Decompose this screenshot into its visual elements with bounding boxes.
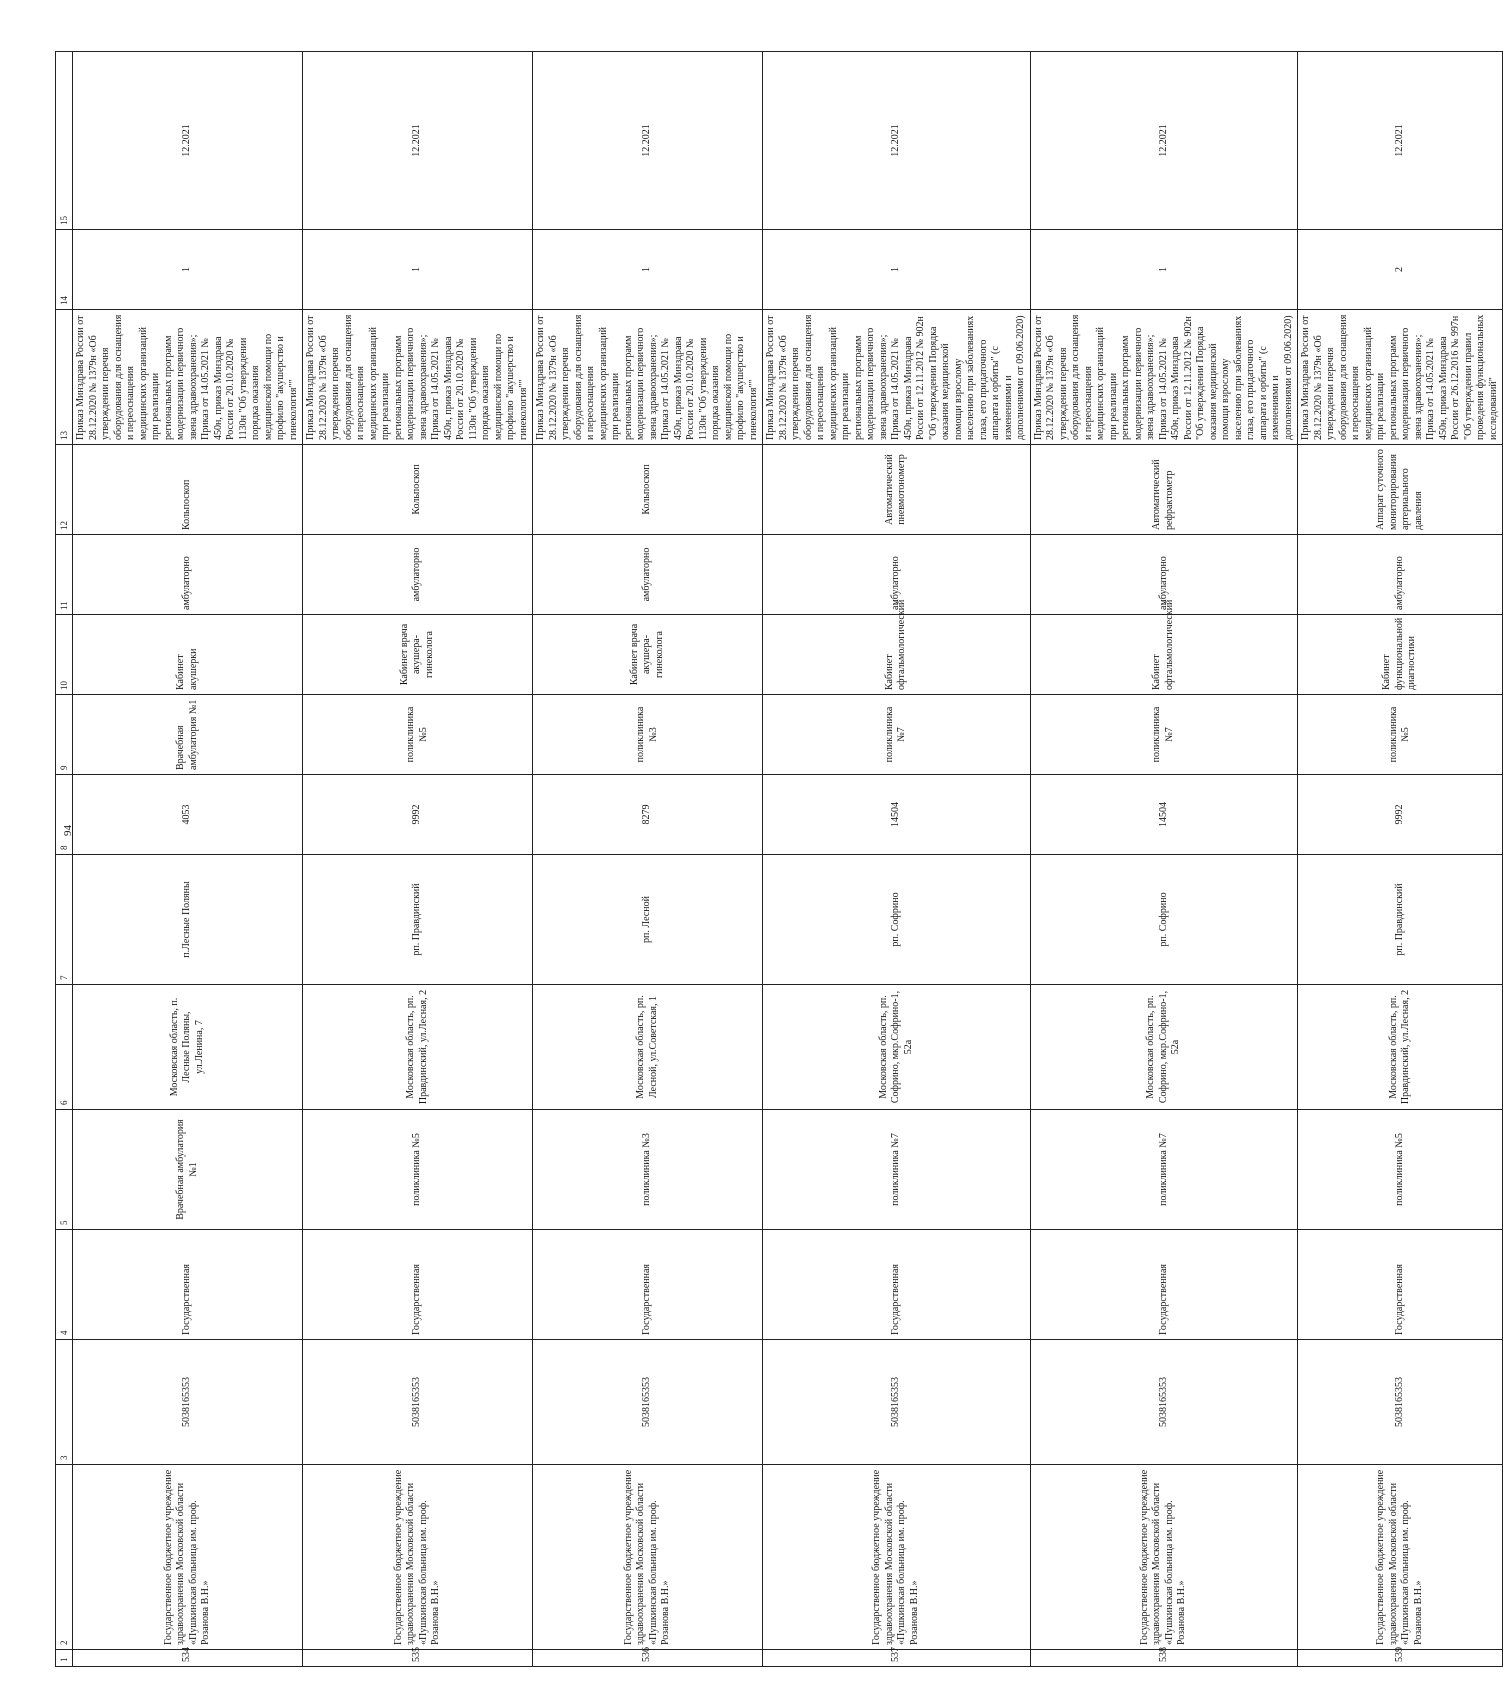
population-code: 14504 [763, 775, 1031, 855]
col-number-7: 7 [56, 855, 73, 985]
organization-name: Государственное бюджетное учреждение здравоохранения Московской области «Пушкинская больница им. проф. Розанова В.Н.» [73, 1465, 303, 1650]
locality: рп. Лесной [533, 855, 763, 985]
population-code: 8279 [533, 775, 763, 855]
col-number-3: 3 [56, 1340, 73, 1465]
care-mode: амбулаторно [763, 535, 1031, 615]
locality: рп. Правдинский [1298, 855, 1503, 985]
delivery-date: 12.2021 [1298, 52, 1503, 230]
table-row [1298, 52, 1503, 1667]
unit-name: поликлиника №5 [1298, 1110, 1503, 1230]
cabinet-name: Кабинет акушерки [73, 615, 303, 695]
quantity: 1 [533, 230, 763, 310]
unit-name: поликлиника №5 [303, 1110, 533, 1230]
quantity: 1 [73, 230, 303, 310]
col-number-8: 8 [56, 775, 73, 855]
organization-name: Государственное бюджетное учреждение здравоохранения Московской области «Пушкинская больница им. проф. Розанова В.Н.» [533, 1465, 763, 1650]
inn: 5038165353 [1030, 1340, 1298, 1465]
subunit-name: поликлиника №3 [533, 695, 763, 775]
row-number: 535 [303, 1650, 533, 1667]
equipment-name: Аппарат суточного мониторирования артериального давления [1298, 445, 1503, 535]
organization-name: Государственное бюджетное учреждение здравоохранения Московской области «Пушкинская больница им. проф. Розанова В.Н.» [1030, 1465, 1298, 1650]
col-number-12: 12 [56, 445, 73, 535]
regulatory-order: Приказ Минздрава России от 28.12.2020 № 1379н «Об утверждении перечня оборудования для оснащения и переоснащения медицинских организаций при реализации региональных программ модернизации первичного звена здравоохранения»; Приказ от 14.05.2021 № 450н, приказ Минздрава России от 20.10.2020 № 1130н "Об утверждении порядка оказания медицинской помощи по профилю "акушерство и гинекология"" [303, 310, 533, 445]
locality: рп. Софрино [763, 855, 1031, 985]
col-number-14: 14 [56, 230, 73, 310]
quantity: 1 [303, 230, 533, 310]
care-mode: амбулаторно [1030, 535, 1298, 615]
table-row [763, 52, 1031, 1667]
col-number-4: 4 [56, 1230, 73, 1340]
col-number-9: 9 [56, 695, 73, 775]
col-number-11: 11 [56, 535, 73, 615]
inn: 5038165353 [1298, 1340, 1503, 1465]
inn: 5038165353 [533, 1340, 763, 1465]
inn: 5038165353 [303, 1340, 533, 1465]
population-code: 14504 [1030, 775, 1298, 855]
equipment-name: Кольпоскоп [303, 445, 533, 535]
subunit-name: Врачебная амбулатория №1 [73, 695, 303, 775]
regulatory-order: Приказ Минздрава России от 28.12.2020 № 1379н «Об утверждении перечня оборудования для оснащения и переоснащения медицинских организаций при реализации региональных программ модернизации первичного звена здравоохранения»; Приказ от 14.05.2021 № 450н, приказ Минздрава России от 12.11.2012 № 902н "Об утверждении Порядка оказания медицинской помощи взрослому населению при заболеваниях глаза, его придаточного аппарата и орбиты" (с изменениями и дополнениями от 09.06.2020) [763, 310, 1031, 445]
cabinet-name: Кабинет врача акушера-гинеколога [303, 615, 533, 695]
col-number-1: 1 [56, 1650, 73, 1667]
equipment-name: Автоматический пневмотонометр [763, 445, 1031, 535]
col-number-10: 10 [56, 615, 73, 695]
care-mode: амбулаторно [303, 535, 533, 615]
population-code: 9992 [1298, 775, 1503, 855]
row-number: 537 [763, 1650, 1031, 1667]
row-number: 539 [1298, 1650, 1503, 1667]
organization-name: Государственное бюджетное учреждение здравоохранения Московской области «Пушкинская больница им. проф. Розанова В.Н.» [1298, 1465, 1503, 1650]
delivery-date: 12.2021 [763, 52, 1031, 230]
equipment-name: Кольпоскоп [533, 445, 763, 535]
subunit-name: поликлиника №7 [763, 695, 1031, 775]
care-mode: амбулаторно [73, 535, 303, 615]
ownership-form: Государственная [763, 1230, 1031, 1340]
cabinet-name: Кабинет врача акушера-гинеколога [533, 615, 763, 695]
unit-name: Врачебная амбулатория №1 [73, 1110, 303, 1230]
table-row [533, 52, 763, 1667]
organization-name: Государственное бюджетное учреждение здравоохранения Московской области «Пушкинская больница им. проф. Розанова В.Н.» [303, 1465, 533, 1650]
unit-name: поликлиника №3 [533, 1110, 763, 1230]
care-mode: амбулаторно [1298, 535, 1503, 615]
equipment-table [55, 51, 1503, 1667]
col-number-5: 5 [56, 1110, 73, 1230]
subunit-name: поликлиника №5 [303, 695, 533, 775]
column-number-row [56, 52, 73, 1667]
col-number-2: 2 [56, 1465, 73, 1650]
inn: 5038165353 [763, 1340, 1031, 1465]
unit-address: Московская область, рп. Софрино, мкр.Софрино-1, 52а [763, 985, 1031, 1110]
rotated-table-container [55, 52, 1499, 1667]
population-code: 9992 [303, 775, 533, 855]
quantity: 1 [763, 230, 1031, 310]
unit-address: Московская область, рп. Правдинский, ул.Лесная, 2 [303, 985, 533, 1110]
col-number-6: 6 [56, 985, 73, 1110]
equipment-name: Кольпоскоп [73, 445, 303, 535]
col-number-15: 15 [56, 52, 73, 230]
unit-name: поликлиника №7 [1030, 1110, 1298, 1230]
locality: рп. Софрино [1030, 855, 1298, 985]
ownership-form: Государственная [73, 1230, 303, 1340]
ownership-form: Государственная [303, 1230, 533, 1340]
unit-address: Московская область, п. Лесные Поляны, ул.Ленина, 7 [73, 985, 303, 1110]
delivery-date: 12.2021 [73, 52, 303, 230]
equipment-name: Автоматический рефрактометр [1030, 445, 1298, 535]
subunit-name: поликлиника №7 [1030, 695, 1298, 775]
care-mode: амбулаторно [533, 535, 763, 615]
organization-name: Государственное бюджетное учреждение здравоохранения Московской области «Пушкинская больница им. проф. Розанова В.Н.» [763, 1465, 1031, 1650]
regulatory-order: Приказ Минздрава России от 28.12.2020 № 1379н «Об утверждении перечня оборудования для оснащения и переоснащения медицинских организаций при реализации региональных программ модернизации первичного звена здравоохранения»; Приказ от 14.05.2021 № 450н, приказ Минздрава России от 12.11.2012 № 902н "Об утверждении Порядка оказания медицинской помощи взрослому населению при заболеваниях глаза, его придаточного аппарата и орбиты" (с изменениями и дополнениями от 09.06.2020) [1030, 310, 1298, 445]
row-number: 534 [73, 1650, 303, 1667]
locality: рп. Правдинский [303, 855, 533, 985]
cabinet-name: Кабинет офтальмологический [763, 615, 1031, 695]
delivery-date: 12.2021 [533, 52, 763, 230]
col-number-13: 13 [56, 310, 73, 445]
row-number: 536 [533, 1650, 763, 1667]
table-row [303, 52, 533, 1667]
page-number: 94 [62, 825, 74, 836]
regulatory-order: Приказ Минздрава России от 28.12.2020 № 1379н «Об утверждении перечня оборудования для оснащения и переоснащения медицинских организаций при реализации региональных программ модернизации первичного звена здравоохранения»; Приказ от 14.05.2021 № 450н, приказ Минздрава России от 20.10.2020 № 1130н "Об утверждении порядка оказания медицинской помощи по профилю "акушерство и гинекология"" [533, 310, 763, 445]
row-number: 538 [1030, 1650, 1298, 1667]
regulatory-order: Приказ Минздрава России от 28.12.2020 № 1379н «Об утверждении перечня оборудования для оснащения и переоснащения медицинских организаций при реализации региональных программ модернизации первичного звена здравоохранения»; Приказ от 14.05.2021 № 450н, приказ Минздрава России от 20.10.2020 № 1130н "Об утверждении порядка оказания медицинской помощи по профилю "акушерство и гинекология"" [73, 310, 303, 445]
table-row [73, 52, 303, 1667]
quantity: 1 [1030, 230, 1298, 310]
delivery-date: 12.2021 [303, 52, 533, 230]
cabinet-name: Кабинет функциональной диагностики [1298, 615, 1503, 695]
ownership-form: Государственная [1030, 1230, 1298, 1340]
unit-address: Московская область, рп. Лесной, ул.Советская, 1 [533, 985, 763, 1110]
unit-address: Московская область, рп. Софрино, мкр.Софрино-1, 52а [1030, 985, 1298, 1110]
inn: 5038165353 [73, 1340, 303, 1465]
unit-address: Московская область, рп. Правдинский, ул.Лесная, 2 [1298, 985, 1503, 1110]
cabinet-name: Кабинет офтальмологический [1030, 615, 1298, 695]
ownership-form: Государственная [533, 1230, 763, 1340]
population-code: 4053 [73, 775, 303, 855]
unit-name: поликлиника №7 [763, 1110, 1031, 1230]
locality: п.Лесные Поляны [73, 855, 303, 985]
subunit-name: поликлиника №5 [1298, 695, 1503, 775]
regulatory-order: Приказ Минздрава России от 28.12.2020 № 1379н «Об утверждении перечня оборудования для оснащения и переоснащения медицинских организаций при реализации региональных программ модернизации первичного звена здравоохранения»; Приказ от 14.05.2021 № 450н, приказ Минздрава России от 26.12.2016 № 997н "Об утверждении правил проведения функциональных исследований" [1298, 310, 1503, 445]
table-row [1030, 52, 1298, 1667]
delivery-date: 12.2021 [1030, 52, 1298, 230]
ownership-form: Государственная [1298, 1230, 1503, 1340]
quantity: 2 [1298, 230, 1503, 310]
